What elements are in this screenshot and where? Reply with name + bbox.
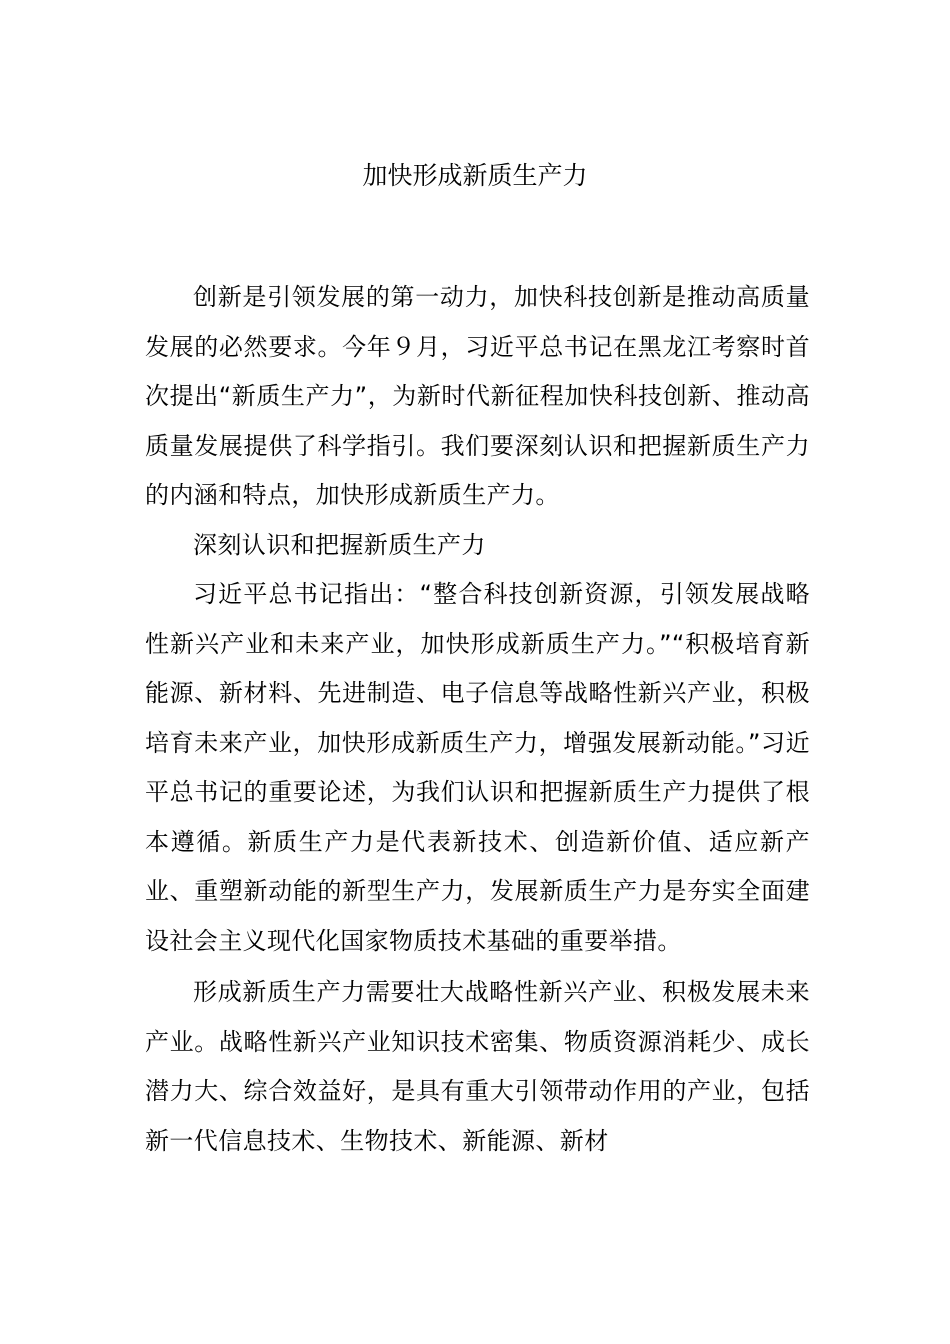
document-body	[145, 273, 810, 1166]
document-title: 加快形成新质生产力	[362, 161, 588, 190]
paragraph-industries: 形成新质生产力需要壮大战略性新兴产业、积极发展未来产业。战略性新兴产业知识技术密集、物质资源消耗少、成长潜力大、综合效益好，是具有重大引领带动作用的产业，包括新一代信息技术、生物技术、新能源、新材	[145, 978, 810, 1155]
section-heading: 深刻认识和把握新质生产力	[193, 530, 486, 559]
paragraph-quote: 习近平总书记指出：“整合科技创新资源，引领发展战略性新兴产业和未来产业，加快形成新质生产力。”“积极培育新能源、新材料、先进制造、电子信息等战略性新兴产业，积极培育未来产业，加快形成新质生产力，增强发展新动能。”习近平总书记的重要论述，为我们认识和把握新质生产力提供了根本遵循。新质生产力是代表新技术、创造新价值、适应新产业、重塑新动能的新型生产力，发展新质生产力是夯实全面建设社会主义现代化国家物质技术基础的重要举措。	[145, 580, 810, 955]
paragraph-intro: 创新是引领发展的第一动力，加快科技创新是推动高质量发展的必然要求。今年９月，习近平总书记在黑龙江考察时首次提出“新质生产力”，为新时代新征程加快科技创新、推动高质量发展提供了科学指引。我们要深刻认识和把握新质生产力的内涵和特点，加快形成新质生产力。	[145, 283, 810, 509]
